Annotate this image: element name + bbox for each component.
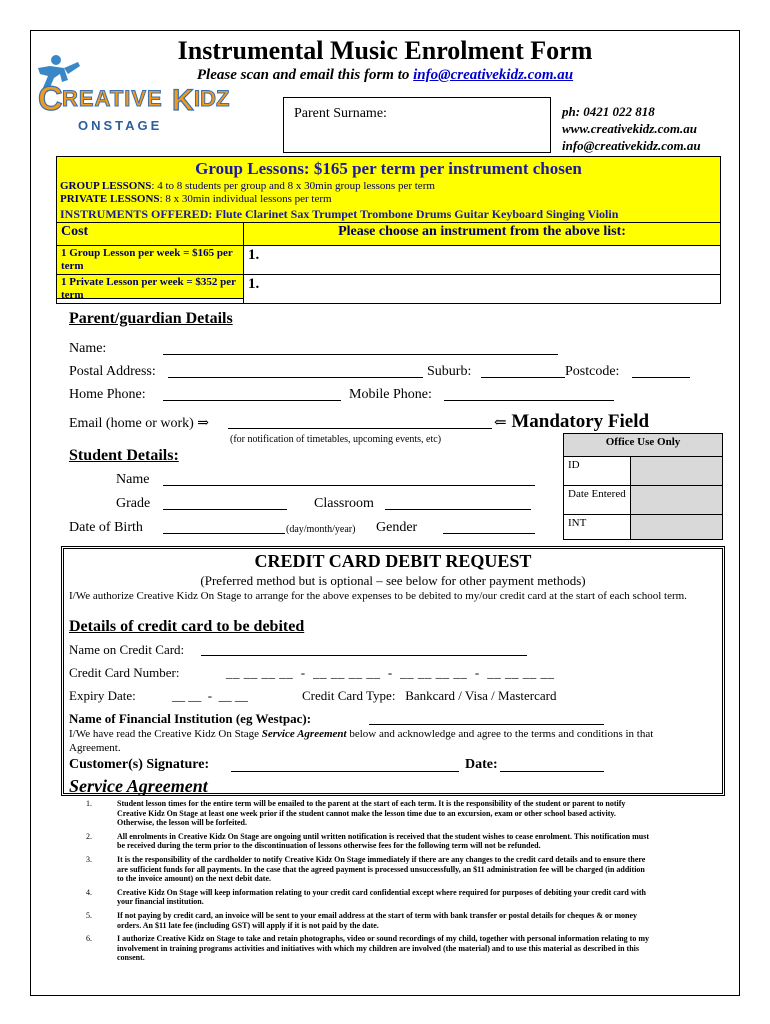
home-phone-label: Home Phone: xyxy=(69,387,146,402)
item-number: 4. xyxy=(86,887,92,897)
grade-label: Grade xyxy=(116,496,151,511)
dob-label: Date of Birth xyxy=(69,520,143,535)
list-item xyxy=(86,799,650,828)
choose-header: Please choose an instrument from the above list: xyxy=(244,223,721,246)
cost-header: Cost xyxy=(57,223,244,246)
office-id-field[interactable] xyxy=(631,457,723,486)
contact-phone: ph: 0421 022 818 xyxy=(562,104,655,119)
gender-label: Gender xyxy=(376,520,418,535)
item-text: I authorize Creative Kidz on Stage to take and retain photographs, video or sound recordings of my child, together with personal information relating to my involvement in training programs activities and initiatives with which my children are involved (the material) and to use this material as described in this consent. xyxy=(117,934,649,963)
dob-format-hint: (day/month/year) xyxy=(286,524,356,535)
postcode-label: Postcode: xyxy=(565,364,620,379)
item-number: 5. xyxy=(86,910,92,920)
authorize-text: I/We authorize Creative Kidz On Stage to arrange for the above expenses to be debited to my/our credit card at the start of each school term. xyxy=(69,590,687,602)
postal-address-label: Postal Address: xyxy=(69,364,156,379)
agreement-acknowledgement xyxy=(69,727,691,755)
dob-field[interactable] xyxy=(163,533,285,534)
postcode-field[interactable] xyxy=(632,377,690,378)
svg-text:C: C xyxy=(38,80,63,118)
item-text: It is the responsibility of the cardholder to notify Creative Kidz On Stage immediately if there are any changes to the credit card details and to ensure there are sufficient funds for all payments. In the case that the agreed payment is processed unsuccessfully, an $11 administration fee will be charged (in addition to the invoice amount) on the next debit date. xyxy=(117,854,646,884)
list-item xyxy=(86,934,650,963)
office-use-header-row xyxy=(564,434,723,457)
mobile-phone-label: Mobile Phone: xyxy=(349,387,432,402)
instrument-choice-field[interactable]: 1. xyxy=(244,275,721,304)
svg-text:K: K xyxy=(172,84,194,117)
logo-graphic xyxy=(34,54,239,136)
parent-details-heading: Parent/guardian Details xyxy=(69,310,233,327)
table-row xyxy=(564,457,723,486)
card-number-field[interactable]: __ __ __ __ - __ __ __ __ - __ __ __ __ - __ __ __ __ xyxy=(226,665,555,680)
classroom-field[interactable] xyxy=(385,509,531,510)
svg-text:IDZ: IDZ xyxy=(194,86,230,111)
contact-email-link[interactable]: info@creativekidz.com.au xyxy=(413,67,574,83)
mandatory-field-note xyxy=(494,411,649,433)
form-title: Instrumental Music Enrolment Form xyxy=(177,36,593,65)
date-field[interactable] xyxy=(500,771,604,772)
expiry-date-field[interactable]: __ __ - __ __ xyxy=(172,688,248,703)
cost-cell: 1 Private Lesson per week = $352 per term xyxy=(57,275,244,304)
acknowledgement-text-start: I/We have read the Creative Kidz On Stage xyxy=(69,728,262,740)
list-item xyxy=(86,855,650,884)
private-lessons-label: PRIVATE LESSONS xyxy=(60,193,160,205)
item-number: 1. xyxy=(86,799,92,808)
contact-block xyxy=(562,103,701,154)
cost-cell: 1 Group Lesson per week = $165 per term xyxy=(57,246,244,275)
card-number-label: Credit Card Number: xyxy=(69,665,180,680)
mandatory-field-text: Mandatory Field xyxy=(511,411,650,432)
group-lessons-label: GROUP LESSONS xyxy=(60,180,152,192)
subtitle-text: Please scan and email this form to xyxy=(196,67,414,83)
arrow-left-icon: ⇐ xyxy=(494,415,507,431)
credit-card-heading: CREDIT CARD DEBIT REQUEST xyxy=(254,551,532,571)
parent-name-label: Name: xyxy=(69,341,107,356)
service-agreement-reference: Service Agreement xyxy=(261,728,347,740)
student-name-field[interactable] xyxy=(163,485,535,486)
item-text: If not paying by credit card, an invoice will be sent to your email address at the start of term with bank transfer or postal details for cheques & or money orders. An $11 late fee (including GST) will apply if it is not paid by the date. xyxy=(117,910,638,930)
private-lessons-text: : 8 x 30min individual lessons per term xyxy=(159,193,332,205)
table-row xyxy=(564,515,723,540)
office-use-table xyxy=(563,433,723,540)
home-phone-field[interactable] xyxy=(163,400,341,401)
list-item xyxy=(86,911,650,930)
item-number: 2. xyxy=(86,831,92,841)
lessons-table xyxy=(56,222,721,304)
table-row xyxy=(57,275,721,304)
group-lessons-text: : 4 to 8 students per group and 8 x 30min group lessons per term xyxy=(151,180,435,192)
gender-field[interactable] xyxy=(443,533,535,534)
parent-surname-label: Parent Surname: xyxy=(294,106,387,121)
item-text: All enrolments in Creative Kidz On Stage are ongoing until written notification is received that the student wishes to cease enrolment. This notification must be received during the term prior to the discontinuation of lessons otherwise fees for the following term will not be refunded. xyxy=(117,831,649,851)
lessons-heading: Group Lessons: $165 per term per instrument chosen xyxy=(195,159,582,178)
item-number: 6. xyxy=(86,934,92,944)
table-row xyxy=(564,486,723,515)
instruments-list: Flute Clarinet Sax Trumpet Trombone Drums Guitar Keyboard Singing Violin xyxy=(215,207,619,221)
office-int-label: INT xyxy=(564,515,631,540)
group-lessons-line xyxy=(60,180,435,192)
credit-card-subheading: (Preferred method but is optional – see below for other payment methods) xyxy=(200,573,586,588)
name-on-card-field[interactable] xyxy=(201,655,527,656)
card-type-options[interactable]: Credit Card Type: Bankcard / Visa / Mastercard xyxy=(302,688,557,703)
email-label-text: Email (home or work) xyxy=(69,416,194,431)
svg-text:ONSTAGE: ONSTAGE xyxy=(78,118,163,133)
signature-field[interactable] xyxy=(231,771,459,772)
signature-label: Customer(s) Signature: xyxy=(69,757,210,772)
contact-email: info@creativekidz.com.au xyxy=(562,138,701,153)
acknowledgement-text-end: below and acknowledge and agree to the terms and conditions in that Agreement. xyxy=(69,728,654,754)
suburb-label: Suburb: xyxy=(427,364,472,379)
suburb-field[interactable] xyxy=(481,377,565,378)
grade-field[interactable] xyxy=(163,509,287,510)
office-date-entered-field[interactable] xyxy=(631,486,723,515)
list-item xyxy=(86,888,650,907)
parent-name-field[interactable] xyxy=(163,354,558,355)
financial-institution-field[interactable] xyxy=(369,724,604,725)
creative-kidz-logo xyxy=(34,54,239,136)
item-number: 3. xyxy=(86,854,92,864)
email-field[interactable] xyxy=(228,428,492,429)
svg-text:REATIVE: REATIVE xyxy=(62,86,163,111)
postal-address-field[interactable] xyxy=(168,377,423,378)
list-item xyxy=(86,832,650,851)
office-date-entered-label: Date Entered xyxy=(564,486,631,515)
email-label xyxy=(69,415,209,432)
instruments-label: INSTRUMENTS OFFERED: xyxy=(60,207,213,221)
name-on-card-label: Name on Credit Card: xyxy=(69,642,185,657)
parent-surname-field[interactable] xyxy=(283,97,551,153)
card-details-heading: Details of credit card to be debited xyxy=(69,618,305,635)
private-lessons-line xyxy=(60,193,332,205)
mobile-phone-field[interactable] xyxy=(444,400,614,401)
lessons-table-header xyxy=(57,223,721,246)
financial-institution-label: Name of Financial Institution (eg Westpac): xyxy=(69,711,312,726)
office-id-label: ID xyxy=(564,457,631,486)
office-int-field[interactable] xyxy=(631,515,723,540)
expiry-date-label: Expiry Date: xyxy=(69,688,136,703)
instruments-line xyxy=(60,207,618,222)
office-use-heading: Office Use Only xyxy=(564,434,723,457)
service-agreement-list xyxy=(86,799,650,967)
instrument-choice-field[interactable]: 1. xyxy=(244,246,721,275)
classroom-label: Classroom xyxy=(314,496,374,511)
date-label: Date: xyxy=(465,757,498,772)
arrow-right-icon: ⇒ xyxy=(197,416,210,431)
service-agreement-heading: Service Agreement xyxy=(69,776,208,796)
item-text: Creative Kidz On Stage will keep information relating to your credit card confidential except where required for purposes of debiting your credit card with your financial institution. xyxy=(117,887,646,907)
email-note: (for notification of timetables, upcoming events, etc) xyxy=(230,434,442,445)
student-details-heading: Student Details: xyxy=(69,447,179,464)
student-name-label: Name xyxy=(116,472,150,487)
table-row xyxy=(57,246,721,275)
item-text: Student lesson times for the entire term will be emailed to the parent at the start of each term. It is the responsibility of the student or parent to notify Creative Kidz On Stage at least one week prior if the student cannot make the lesson time due to an excursion, exam or other school based activity. Otherwise, the lesson will be forfeited. xyxy=(117,799,626,828)
contact-website: www.creativekidz.com.au xyxy=(562,121,697,136)
